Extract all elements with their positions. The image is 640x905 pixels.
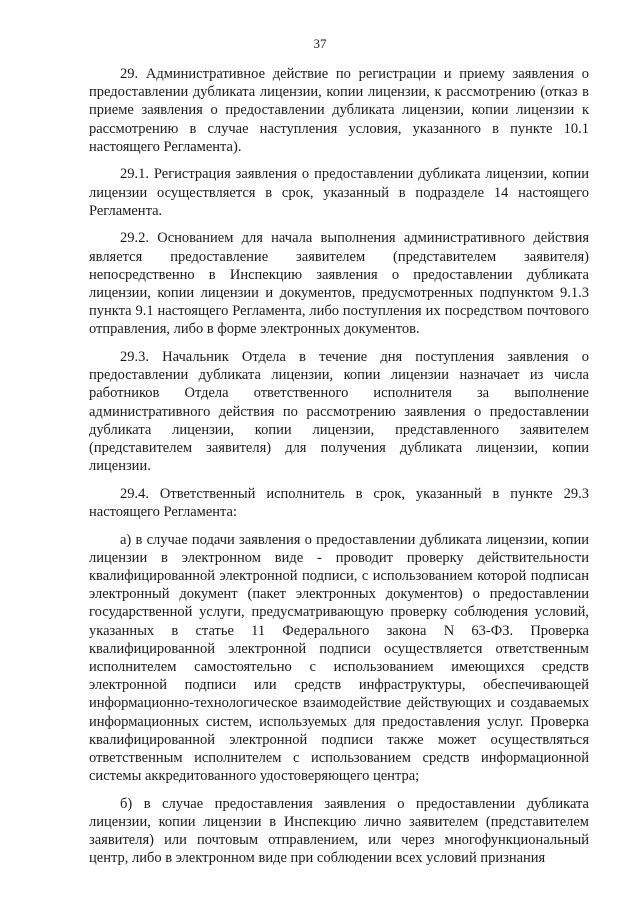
paragraph-29-4: 29.4. Ответственный исполнитель в срок, указанный в пункте 29.3 настоящего Регламента:	[89, 485, 589, 521]
paragraph-29: 29. Административное действие по регистрации и приему заявления о предоставлении дубликата лицензии, копии лицензии, к рассмотрению (отказ в приеме заявления о предоставлении дубликата лицензии, копии лицензии к рассмотрению в случае наступления условия, указанного в пункте 10.1 настоящего Регламента).	[89, 66, 589, 155]
paragraph-29-3: 29.3. Начальник Отдела в течение дня поступления заявления о предоставлении дубликата лицензии, копии лицензии назначает из числа работников Отдела ответственного исполнителя за выполнение административного действия по рассмотрению заявления о предоставлении дубликата лицензии, копии лицензии, представленного заявителем (представителем заявителя) для получения дубликата лицензии, копии лицензии.	[89, 349, 589, 475]
paragraph-29-4-b: б) в случае предоставления заявления о предоставлении дубликата лицензии, копии лицензии в Инспекцию лично заявителем (представителем заявителя) или почтовым отправлением, или через многофункциональный центр, либо в электронном виде при соблюдении всех условий признания	[89, 795, 589, 867]
page-number: 37	[313, 36, 327, 51]
paragraph-29-4-a: а) в случае подачи заявления о предоставлении дубликата лицензии, копии лицензии в электронном виде - проводит проверку действительности квалифицированной электронной подписи, с использованием которой подписан электронный документ (пакет электронных документов) о предоставлении государственной услуги, предусматривающую проверку соблюдения условий, указанных в статье 11 Федерального закона N 63-ФЗ. Проверка квалифицированной электронной подписи осуществляется ответственным исполнителем самостоятельно с использованием имеющихся средств электронной подписи или средств инфраструктуры, обеспечивающей информационно-технологическое взаимодействие действующих и создаваемых информационных систем, используемых для предоставления услуг. Проверка квалифицированной электронной подписи также может осуществляться ответственным исполнителем с использованием средств информационной системы аккредитованного удостоверяющего центра;	[89, 531, 589, 785]
paragraph-29-2: 29.2. Основанием для начала выполнения административного действия является предоставление заявителем (представителем заявителя) непосредственно в Инспекцию заявления о предоставлении дубликата лицензии, копии лицензии и документов, предусмотренных подпунктом 9.1.3 пункта 9.1 настоящего Регламента, либо поступления их посредством почтового отправления, либо в форме электронных документов.	[89, 230, 589, 338]
document-body	[89, 65, 589, 868]
paragraph-29-1: 29.1. Регистрация заявления о предоставлении дубликата лицензии, копии лицензии осуществляется в срок, указанный в подразделе 14 настоящего Регламента.	[89, 166, 589, 219]
